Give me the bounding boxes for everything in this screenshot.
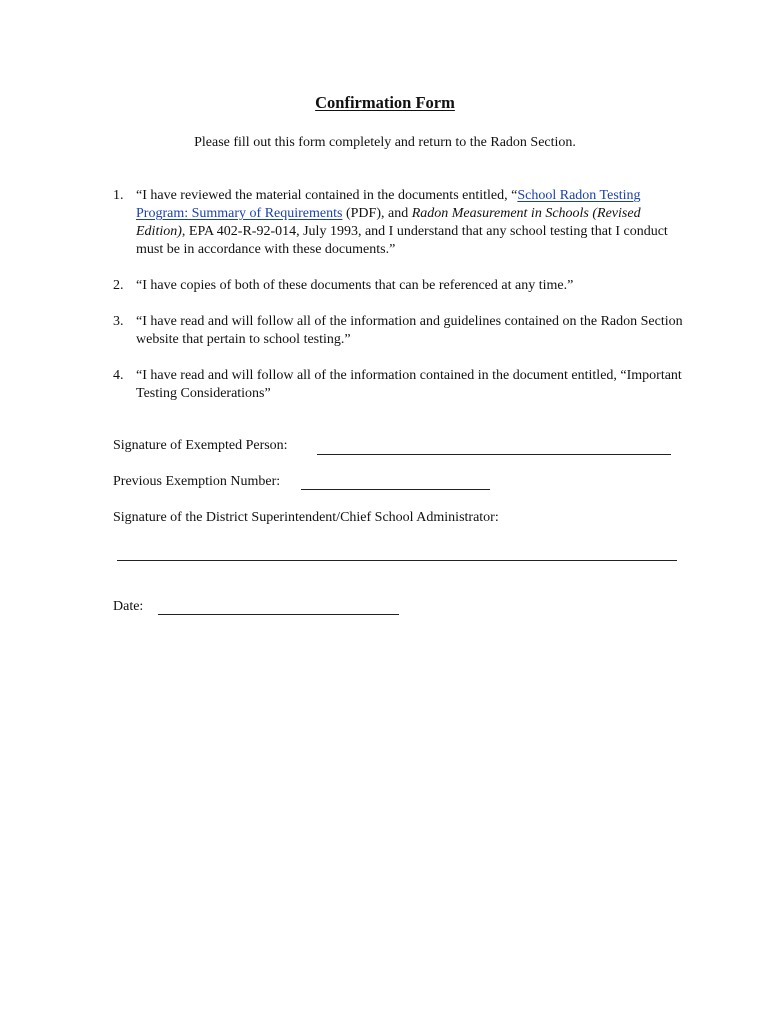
- list-item: [113, 367, 683, 403]
- list-item-text: “I have read and will follow all of the information and guidelines contained on the Radon Section website that pertain to school testing.”: [136, 314, 683, 347]
- list-item-text: (PDF), and: [342, 206, 412, 221]
- list-item: [113, 313, 683, 349]
- list-item-text: , EPA 402-R-92-014, July 1993, and I understand that any school testing that I conduct must be in accordance with these documents.”: [136, 224, 668, 257]
- list-item-text: “I have copies of both of these documents that can be referenced at any time.”: [136, 278, 574, 293]
- list-item: [113, 187, 683, 259]
- superintendent-signature-label: Signature of the District Superintendent/Chief School Administrator:: [113, 510, 499, 525]
- date-line[interactable]: [158, 614, 399, 615]
- list-item-number: 1.: [113, 188, 124, 203]
- list-item-text: “I have reviewed the material contained in the documents entitled, “: [136, 188, 518, 203]
- document-title-italic: Radon Measurement in Schools (Revised Edition): [136, 206, 641, 239]
- statement-list: [113, 187, 683, 421]
- previous-exemption-number-line[interactable]: [301, 489, 490, 490]
- list-item-number: 4.: [113, 368, 124, 383]
- signature-exempted-person-line[interactable]: [317, 454, 671, 455]
- signature-exempted-person-label: Signature of Exempted Person:: [113, 438, 288, 453]
- list-item-number: 2.: [113, 278, 124, 293]
- list-item-text: “I have read and will follow all of the information contained in the document entitled, “Important Testing Considerations”: [136, 368, 682, 401]
- date-label: Date:: [113, 599, 144, 614]
- school-radon-program-link[interactable]: School Radon Testing Program: Summary of Requirements: [136, 188, 641, 221]
- previous-exemption-number-label: Previous Exemption Number:: [113, 474, 281, 489]
- list-item: [113, 277, 683, 295]
- list-item-number: 3.: [113, 314, 124, 329]
- superintendent-signature-line[interactable]: [117, 560, 677, 561]
- form-instructions: Please fill out this form completely and return to the Radon Section.: [194, 135, 576, 150]
- form-title: Confirmation Form: [315, 93, 455, 112]
